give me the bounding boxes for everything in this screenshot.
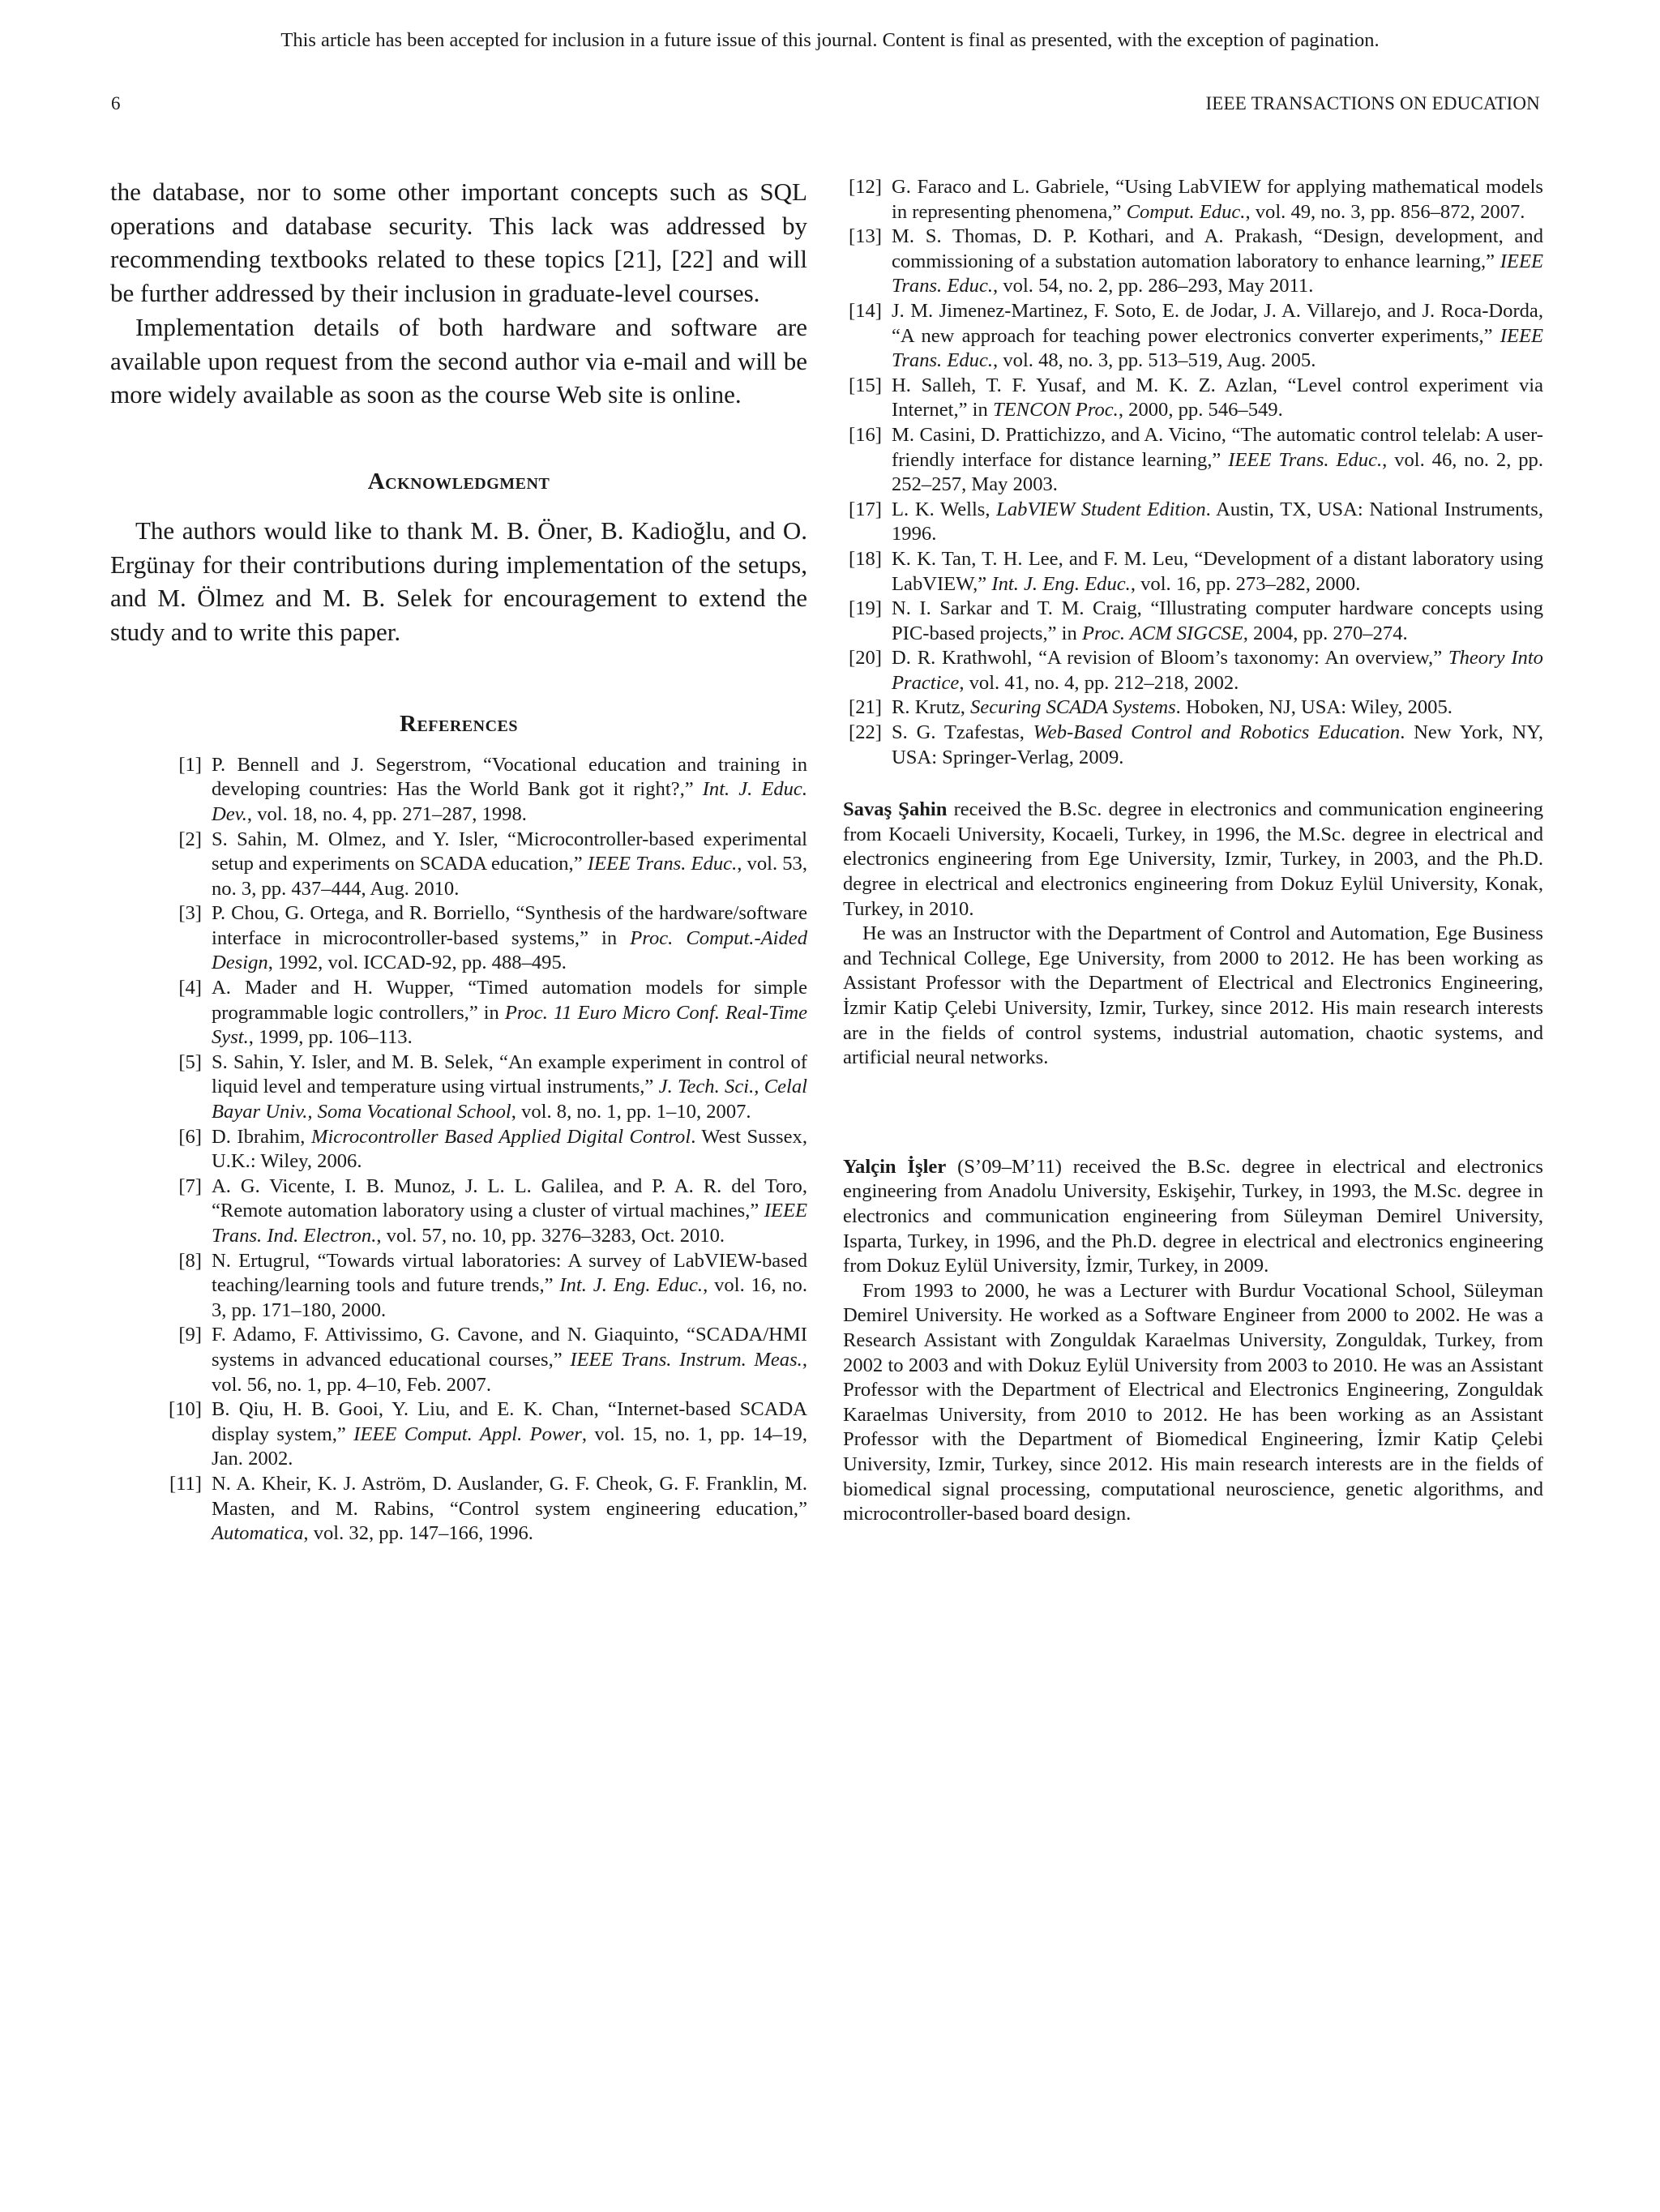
reference-item — [110, 1174, 807, 1249]
biography-sahin: Savaş Şahin received the B.Sc. degree in electronics and communication engineering from Kocaeli University, Kocaeli, Turkey, in 1996, the M.Sc. degree in electrical and electronics engineering from Ege University, Izmir, Turkey, in 2003, and the Ph.D. degree in electrical and electronics engineering from Dokuz Eylül University, Konak, Turkey, in 2010. — [843, 798, 1543, 920]
reference-list-left — [110, 753, 807, 1547]
reference-item — [110, 1249, 807, 1324]
reference-number: [18] — [849, 547, 882, 570]
reference-text: J. M. Jimenez-Martinez, F. Soto, E. de Jodar, J. A. Villarejo, and J. Roca-Dorda, “A new approach for teaching power electronics converter experiments,” IEEE Trans. Educ., vol. 48, no. 3, pp. 513–519, Aug. 2005. — [892, 299, 1543, 372]
reference-text: D. Ibrahim, Microcontroller Based Applied Digital Control. West Sussex, U.K.: Wiley, 2006. — [212, 1125, 807, 1173]
reference-text: K. K. Tan, T. H. Lee, and F. M. Leu, “Development of a distant laboratory using LabVIEW,” Int. J. Eng. Educ., vol. 16, pp. 273–282, 2000. — [892, 547, 1543, 595]
reference-number: [17] — [849, 498, 882, 520]
biography-isler: Yalçin İşler (S’09–M’11) received the B.Sc. degree in electrical and electronics engineering from Anadolu University, Eskişehir, Turkey, in 1993, the M.Sc. degree in electronics and communication engineering from Süleyman Demirel University, Isparta, Turkey, in 1996, and the Ph.D. degree in electrical and electronics engineering from Dokuz Eylül University, İzmir, Turkey, in 2009. — [843, 1155, 1544, 1277]
reference-item — [110, 976, 807, 1050]
reference-number: [6] — [178, 1125, 202, 1148]
reference-item — [843, 695, 1543, 721]
reference-text: S. Sahin, Y. Isler, and M. B. Selek, “An example experiment in control of liquid level and temperature using virtual instruments,” J. Tech. Sci., Celal Bayar Univ., Soma Vocational School, vol. 8, no. 1, pp. 1–10, 2007. — [212, 1050, 807, 1123]
reference-number: [9] — [178, 1324, 202, 1346]
reference-text: S. Sahin, M. Olmez, and Y. Isler, “Microcontroller-based experimental setup and experiments on SCADA education,” IEEE Trans. Educ., vol. 53, no. 3, pp. 437–444, Aug. 2010. — [212, 828, 807, 900]
acceptance-banner: This article has been accepted for inclusion in a future issue of this journal. Content is final as presented, with the exception of pagination. — [280, 29, 1380, 51]
reference-number: [3] — [178, 902, 202, 925]
reference-text: D. R. Krathwohl, “A revision of Bloom’s taxonomy: An overview,” Theory Into Practice, vol. 41, no. 4, pp. 212–218, 2002. — [892, 647, 1543, 694]
biography-isler-career: From 1993 to 2000, he was a Lecturer with Burdur Vocational School, Süleyman Demirel University. He worked as a Software Engineer from 2000 to 2002. He was a Research Assistant with Zonguldak Karaelmas University, Zonguldak, Turkey, from 2002 to 2003 and with Dokuz Eylül University from 2003 to 2010. He was an Assistant Professor with the Department of Electrical and Electronics Engineering, Zonguldak Karaelmas University, from 2010 to 2012. He has been working as an Assistant Professor with the Department of Biomedical Engineering, İzmir Katip Çelebi University, Izmir, Turkey, since 2012. His main research interests are in the fields of biomedical signal processing, computational neuroscience, genetic algorithms, and microcontroller-based board design. — [843, 1279, 1543, 1525]
reference-text: A. Mader and H. Wupper, “Timed automation models for simple programmable logic controllers,” in Proc. 11 Euro Micro Conf. Real-Time Syst., 1999, pp. 106–113. — [212, 977, 808, 1049]
reference-number: [5] — [178, 1050, 202, 1073]
reference-item — [843, 374, 1543, 423]
acknowledgment-heading: Acknowledgment — [367, 468, 550, 494]
reference-number: [11] — [169, 1472, 202, 1495]
reference-text: G. Faraco and L. Gabriele, “Using LabVIEW for applying mathematical models in representing phenomena,” Comput. Educ., vol. 49, no. 3, pp. 856–872, 2007. — [892, 176, 1543, 223]
reference-number: [19] — [849, 597, 882, 620]
reference-text: L. K. Wells, LabVIEW Student Edition. Austin, TX, USA: National Instruments, 1996. — [892, 498, 1543, 546]
left-column — [110, 175, 807, 1547]
reference-item — [110, 1125, 807, 1174]
reference-text: A. G. Vicente, I. B. Munoz, J. L. L. Galilea, and P. A. R. del Toro, “Remote automation laboratory using a cluster of virtual machines,” IEEE Trans. Ind. Electron., vol. 57, no. 10, pp. 3276–3283, Oct. 2010. — [212, 1174, 807, 1247]
reference-number: [10] — [169, 1398, 202, 1421]
page-number: 6 — [111, 93, 121, 113]
reference-text: M. Casini, D. Prattichizzo, and A. Vicino, “The automatic control telelab: A user-friendly interface for distance learning,” IEEE Trans. Educ., vol. 46, no. 2, pp. 252–257, May 2003. — [892, 423, 1544, 496]
reference-item — [843, 721, 1543, 770]
reference-item — [110, 1050, 807, 1125]
reference-item — [843, 646, 1543, 695]
reference-item — [843, 175, 1543, 225]
reference-text: F. Adamo, F. Attivissimo, G. Cavone, and N. Giaquinto, “SCADA/HMI systems in advanced educational courses,” IEEE Trans. Instrum. Meas., vol. 56, no. 1, pp. 4–10, Feb. 2007. — [212, 1324, 807, 1396]
reference-number: [2] — [178, 828, 202, 850]
reference-number: [22] — [849, 721, 882, 744]
reference-number: [13] — [849, 225, 882, 248]
reference-text: N. I. Sarkar and T. M. Craig, “Illustrating computer hardware concepts using PIC-based projects,” in Proc. ACM SIGCSE, 2004, pp. 270–274. — [892, 597, 1543, 644]
reference-item — [843, 597, 1543, 646]
reference-number: [7] — [178, 1174, 202, 1197]
reference-item — [110, 901, 807, 976]
reference-item — [110, 1323, 807, 1397]
reference-item — [110, 753, 807, 828]
author-name: Yalçin İşler — [843, 1155, 947, 1178]
reference-number: [4] — [178, 977, 202, 999]
reference-item — [110, 1472, 807, 1547]
reference-item — [843, 225, 1543, 299]
reference-list-right — [843, 175, 1543, 770]
reference-number: [12] — [849, 176, 882, 198]
right-column — [843, 175, 1543, 1527]
reference-text: N. Ertugrul, “Towards virtual laboratories: A survey of LabVIEW-based teaching/learning tools and future trends,” Int. J. Eng. Educ., vol. 16, no. 3, pp. 171–180, 2000. — [212, 1249, 807, 1321]
reference-number: [1] — [178, 753, 202, 776]
reference-text: H. Salleh, T. F. Yusaf, and M. K. Z. Azlan, “Level control experiment via Internet,” in TENCON Proc., 2000, pp. 546–549. — [892, 374, 1543, 421]
reference-item — [110, 1397, 807, 1472]
reference-number: [14] — [849, 299, 882, 322]
biography-sahin-career: He was an Instructor with the Department of Control and Automation, Ege Business and Technical College, Ege University, from 2000 to 2012. He has been working as Assistant Professor with the Department of Electrical and Electronics Engineering, İzmir Katip Çelebi University, Izmir, Turkey, since 2012. His main research interests are in the fields of control systems, industrial automation, chaotic systems, and artificial neural networks. — [843, 922, 1543, 1069]
author-name: Savaş Şahin — [843, 798, 948, 821]
reference-item — [843, 423, 1543, 498]
reference-text: N. A. Kheir, K. J. Aström, D. Auslander, G. F. Cheok, G. F. Franklin, M. Masten, and M. Rabins, “Control system engineering education,” Automatica, vol. 32, pp. 147–166, 1996. — [212, 1472, 807, 1545]
reference-text: R. Krutz, Securing SCADA Systems. Hoboken, NJ, USA: Wiley, 2005. — [892, 696, 1452, 719]
reference-text: S. G. Tzafestas, Web-Based Control and Robotics Education. New York, NY, USA: Springer-Verlag, 2009. — [892, 721, 1543, 768]
paragraph-database: the database, nor to some other important concepts such as SQL operations and database security. This lack was addressed by recommending textbooks related to these topics [21], [22] and will be further addressed by their inclusion in graduate-level courses. — [110, 178, 807, 308]
reference-number: [20] — [849, 647, 882, 670]
journal-title: IEEE TRANSACTIONS ON EDUCATION — [1205, 93, 1540, 113]
reference-number: [15] — [849, 374, 882, 396]
reference-text: P. Chou, G. Ortega, and R. Borriello, “Synthesis of the hardware/software interface in microcontroller-based systems,” in Proc. Comput.-Aided Design, 1992, vol. ICCAD-92, pp. 488–495. — [212, 902, 807, 974]
reference-number: [16] — [849, 423, 882, 446]
reference-item — [843, 299, 1543, 374]
reference-number: [21] — [849, 696, 882, 719]
reference-item — [843, 498, 1543, 547]
reference-item — [843, 547, 1543, 597]
reference-number: [8] — [178, 1249, 202, 1272]
acknowledgment-text: The authors would like to thank M. B. Öner, B. Kadioğlu, and O. Ergünay for their contributions during implementation of the setups, and M. Ölmez and M. B. Selek for encouragement to extend the study and to write this paper. — [110, 516, 807, 647]
reference-text: B. Qiu, H. B. Gooi, Y. Liu, and E. K. Chan, “Internet-based SCADA display system,” IEEE Comput. Appl. Power, vol. 15, no. 1, pp. 14–19, Jan. 2002. — [212, 1398, 807, 1470]
reference-item — [110, 828, 807, 902]
paragraph-implementation: Implementation details of both hardware and software are available upon request from the second author via e-mail and will be more widely available as soon as the course Web site is online. — [110, 312, 807, 409]
reference-text: M. S. Thomas, D. P. Kothari, and A. Prakash, “Design, development, and commissioning of a substation automation laboratory to enhance learning,” IEEE Trans. Educ., vol. 54, no. 2, pp. 286–293, May 2011. — [892, 225, 1543, 297]
reference-text: P. Bennell and J. Segerstrom, “Vocational education and training in developing countries: Has the World Bank got it right?,” Int. J. Educ. Dev., vol. 18, no. 4, pp. 271–287, 1998. — [212, 753, 807, 825]
references-heading: References — [400, 710, 518, 737]
